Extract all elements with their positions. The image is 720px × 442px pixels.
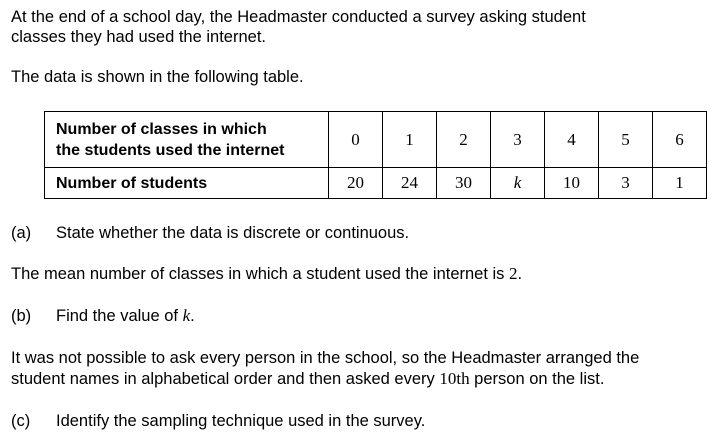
class-cell: 4 (545, 112, 599, 168)
table-row-classes (45, 112, 707, 168)
part-b-label: (b) (11, 307, 32, 325)
class-cell: 0 (329, 112, 383, 168)
intro-line-2: classes they had used the internet. (11, 28, 266, 46)
mean-statement (11, 264, 522, 284)
classes-header (45, 112, 329, 168)
class-cell: 5 (599, 112, 653, 168)
student-count-cell: 20 (329, 168, 383, 199)
classes-header-line-2: the students used the internet (56, 141, 285, 159)
part-a-label: (a) (11, 224, 32, 242)
class-cell: 2 (437, 112, 491, 168)
part-b-end: . (190, 307, 195, 325)
class-cell: 3 (491, 112, 545, 168)
part-b-text: Find the value of (56, 307, 183, 325)
frequency-table (44, 111, 707, 199)
sampling-interval: 10th (439, 369, 470, 388)
sampling-line-2 (11, 369, 604, 389)
question-part-b (11, 306, 195, 326)
student-count-cell-k: k (491, 168, 545, 199)
sampling-line-2-b: person on the list. (469, 370, 605, 388)
sampling-line-2-a: student names in alphabetical order and then asked every (11, 370, 440, 388)
part-b-variable: k (182, 306, 191, 325)
mean-value: 2 (509, 264, 518, 283)
classes-header-line-1: Number of classes in which (56, 120, 267, 138)
table-row-students (45, 168, 707, 199)
question-part-c (11, 411, 425, 431)
class-cell: 1 (383, 112, 437, 168)
intro-line-1: At the end of a school day, the Headmaster conducted a survey asking student (11, 8, 586, 26)
sampling-line-1: It was not possible to ask every person in the school, so the Headmaster arranged the (11, 349, 640, 367)
student-count-cell: 1 (653, 168, 707, 199)
student-count-cell: 30 (437, 168, 491, 199)
question-part-a (11, 223, 409, 243)
part-c-text: Identify the sampling technique used in the survey. (56, 412, 426, 430)
student-count-cell: 10 (545, 168, 599, 199)
part-c-label: (c) (11, 412, 31, 430)
mean-statement-text: The mean number of classes in which a student used the internet is (11, 265, 510, 283)
students-header: Number of students (45, 168, 329, 199)
mean-statement-end: . (517, 265, 523, 283)
part-a-text: State whether the data is discrete or continuous. (56, 224, 410, 242)
student-count-cell: 3 (599, 168, 653, 199)
intro-line-3: The data is shown in the following table. (11, 68, 304, 86)
class-cell: 6 (653, 112, 707, 168)
student-count-cell: 24 (383, 168, 437, 199)
